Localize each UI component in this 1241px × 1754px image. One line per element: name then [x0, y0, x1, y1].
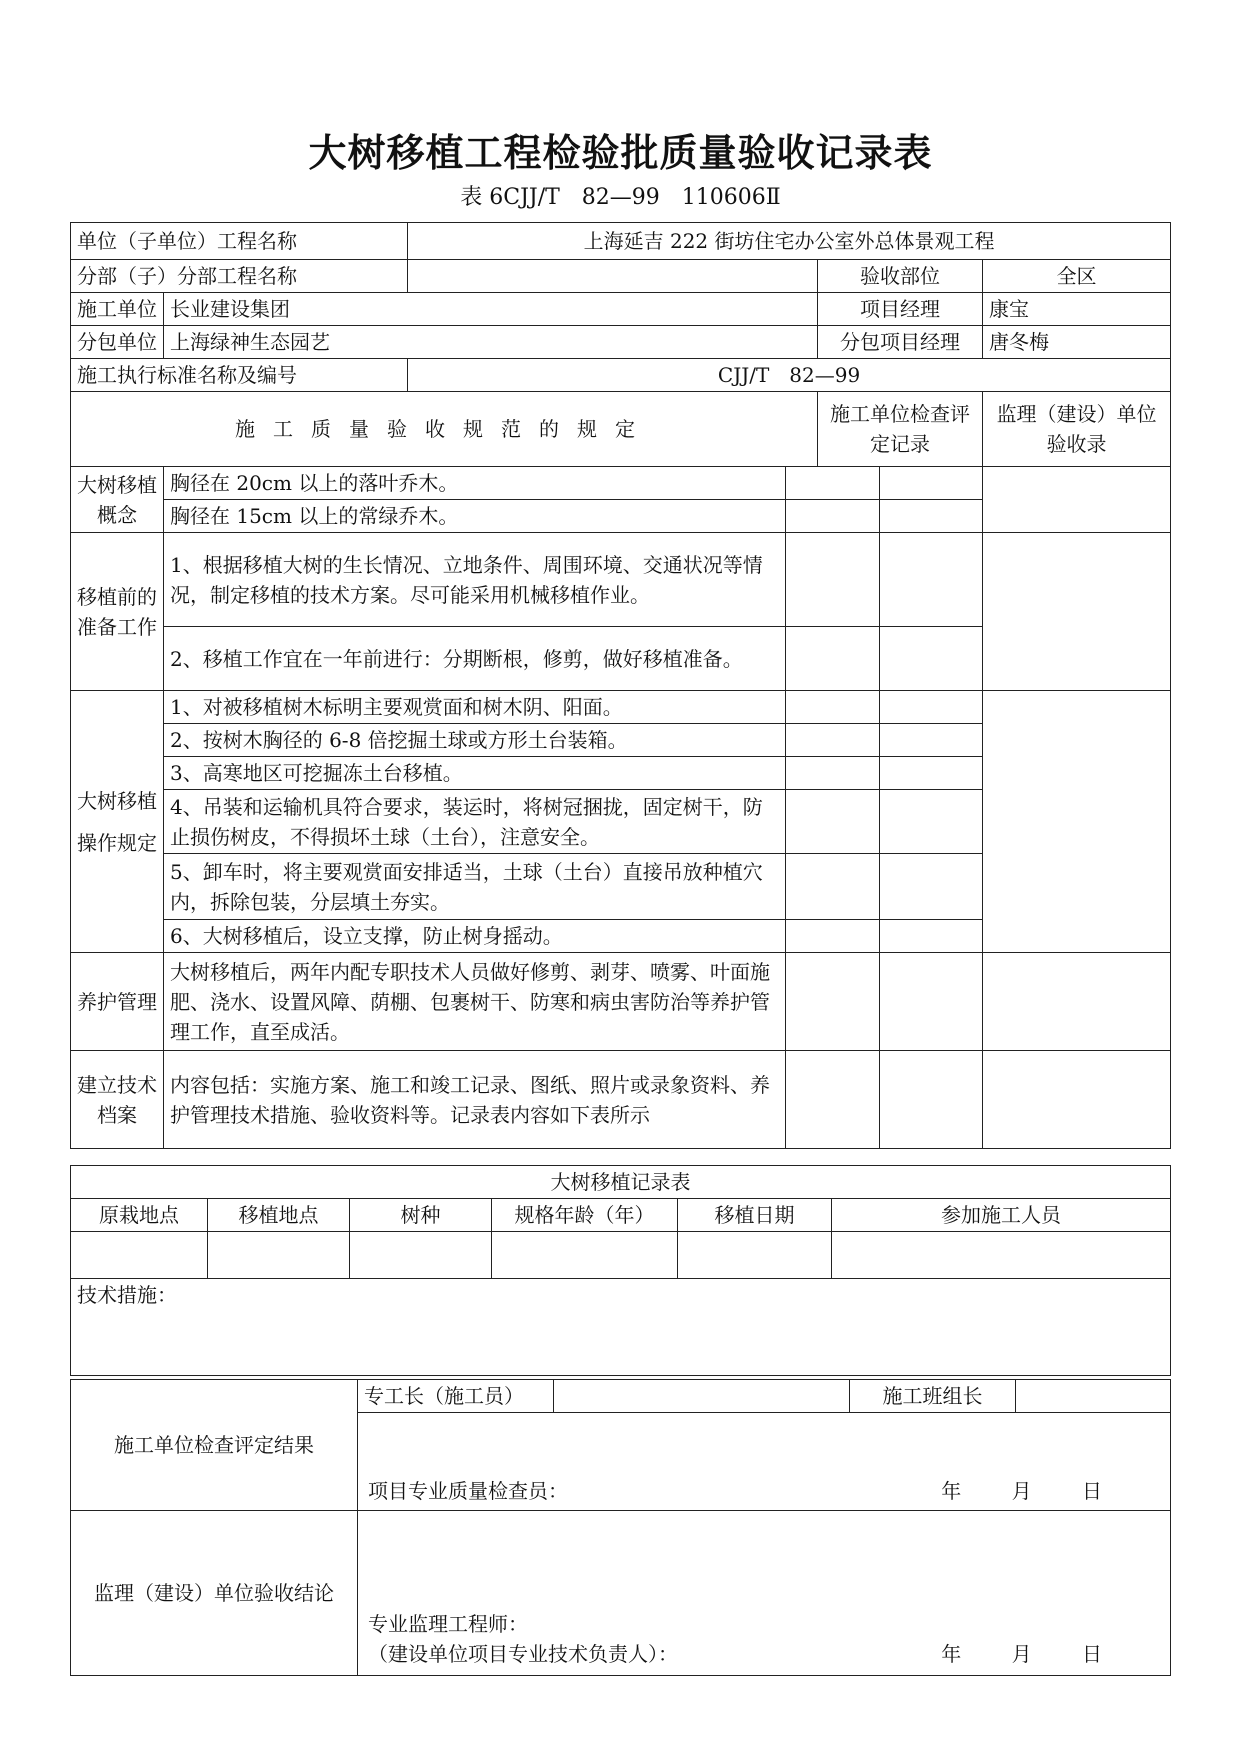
info-row-project: [71, 223, 1171, 260]
record-col-staff: 参加施工人员: [832, 1199, 1171, 1232]
division-name-value: [408, 260, 818, 293]
foreman-value: [554, 1380, 850, 1413]
standard-label: 施工执行标准名称及编号: [71, 359, 408, 392]
foreman-label: 专工长（施工员）: [358, 1380, 554, 1413]
operation-item-2: 2、按树木胸径的 6-8 倍挖掘土球或方形土台装箱。: [164, 724, 786, 757]
operation-item-5: 5、卸车时，将主要观赏面安排适当，土球（土台）直接吊放种植穴内，拆除包装，分层填土夯实。: [164, 854, 786, 920]
supervision-header: 监理（建设）单位验收录: [983, 392, 1171, 467]
subcontractor-value: 上海绿神生态园艺: [164, 326, 818, 359]
operation-item-3: 3、高寒地区可挖掘冻土台移植。: [164, 757, 786, 790]
info-row-subcontractor: [71, 326, 1171, 359]
concept-label: 大树移植概念: [71, 467, 164, 533]
team-leader-value: [1016, 1380, 1171, 1413]
maintenance-check: [786, 953, 880, 1051]
maintenance-record: [880, 953, 983, 1051]
supervisor-year: 年: [941, 1642, 962, 1666]
archive-check: [786, 1051, 880, 1149]
contractor-month: 月: [1011, 1479, 1032, 1503]
project-manager-label: 项目经理: [818, 293, 983, 326]
maintenance-supervision: [983, 953, 1171, 1051]
archive-record: [880, 1051, 983, 1149]
operation-check-4: [786, 790, 880, 854]
record-table: [70, 1165, 1171, 1376]
supervisor-result-body: [358, 1511, 1171, 1676]
operation-record-2: [880, 724, 983, 757]
operation-item-6: 6、大树移植后，设立支撑，防止树身摇动。: [164, 920, 786, 953]
supervision-engineer-label: 专业监理工程师：: [368, 1612, 528, 1636]
concept-item-2: 胸径在 15cm 以上的常绿乔木。: [164, 500, 786, 533]
contractor-value: 长业建设集团: [164, 293, 818, 326]
archive-row: [71, 1051, 1171, 1149]
supervisor-month: 月: [1011, 1642, 1032, 1666]
project-name-value: 上海延吉 222 街坊住宅办公室外总体景观工程: [408, 223, 1171, 260]
inspection-table: [70, 222, 1171, 1149]
sub-project-manager-label: 分包项目经理: [818, 326, 983, 359]
concept-item-1: 胸径在 20cm 以上的落叶乔木。: [164, 467, 786, 500]
record-col-origin: 原栽地点: [71, 1199, 208, 1232]
archive-label: 建立技术档案: [71, 1051, 164, 1149]
contractor-result-label: 施工单位检查评定结果: [71, 1380, 358, 1511]
operation-record-5: [880, 854, 983, 920]
operation-item-1: 1、对被移植树木标明主要观赏面和树木阴、阳面。: [164, 691, 786, 724]
column-header-row: [71, 392, 1171, 467]
tech-measures-row: [71, 1279, 1171, 1376]
record-col-date: 移植日期: [678, 1199, 832, 1232]
prep-item-2: 2、移植工作宜在一年前进行：分期断根，修剪，做好移植准备。: [164, 627, 786, 691]
record-cell: [208, 1232, 350, 1279]
operation-record-4: [880, 790, 983, 854]
concept-check-2: [786, 500, 880, 533]
tech-measures-label: 技术措施：: [71, 1279, 1171, 1376]
prep-row: [71, 533, 1171, 627]
record-col-destination: 移植地点: [208, 1199, 350, 1232]
concept-check-1: [786, 467, 880, 500]
prep-check-1: [786, 533, 880, 627]
operation-record-1: [880, 691, 983, 724]
operation-check-1: [786, 691, 880, 724]
maintenance-text: 大树移植后，两年内配专职技术人员做好修剪、剥芽、喷雾、叶面施肥、浇水、设置风障、荫棚、包裹树干、防寒和病虫害防治等养护管理工作，直至成活。: [164, 953, 786, 1051]
prep-supervision: [983, 533, 1171, 691]
sub-project-manager-value: 唐冬梅: [983, 326, 1171, 359]
form-number: 表 6CJJ/T 82—99 110606Ⅱ: [460, 185, 781, 210]
operation-check-2: [786, 724, 880, 757]
project-manager-value: 康宝: [983, 293, 1171, 326]
concept-supervision: [983, 467, 1171, 533]
spec-header: 施工质量验收规范的规定: [71, 392, 818, 467]
self-check-header: 施工单位检查评定记录: [818, 392, 983, 467]
concept-record-1: [880, 467, 983, 500]
operation-record-6: [880, 920, 983, 953]
archive-supervision: [983, 1051, 1171, 1149]
record-cell: [71, 1232, 208, 1279]
record-data-row: [71, 1232, 1171, 1279]
concept-record-2: [880, 500, 983, 533]
contractor-year: 年: [941, 1479, 962, 1503]
owner-tech-lead-label: （建设单位项目专业技术负责人）：: [368, 1642, 678, 1666]
division-name-label: 分部（子）分部工程名称: [71, 260, 408, 293]
record-header-row: [71, 1199, 1171, 1232]
document-title: 大树移植工程检验批质量验收记录表: [308, 130, 933, 175]
operation-row: [71, 691, 1171, 724]
contractor-result-body: [358, 1413, 1171, 1511]
concept-row: [71, 467, 1171, 500]
operation-item-4: 4、吊装和运输机具符合要求，装运时，将树冠捆拢，固定树干，防止损伤树皮，不得损坏土球（土台），注意安全。: [164, 790, 786, 854]
prep-check-2: [786, 627, 880, 691]
supervisor-result-row: [71, 1511, 1171, 1676]
prep-label: 移植前的准备工作: [71, 533, 164, 691]
prep-item-1: 1、根据移植大树的生长情况、立地条件、周围环境、交通状况等情况，制定移植的技术方案。尽可能采用机械移植作业。: [164, 533, 786, 627]
standard-value: CJJ/T 82—99: [408, 359, 1171, 392]
record-cell: [492, 1232, 678, 1279]
operation-label: 大树移植操作规定: [71, 691, 164, 953]
accept-part-label: 验收部位: [818, 260, 983, 293]
record-col-species: 树种: [350, 1199, 492, 1232]
supervisor-day: 日: [1082, 1642, 1102, 1666]
record-cell: [350, 1232, 492, 1279]
project-name-label: 单位（子单位）工程名称: [71, 223, 408, 260]
supervisor-result-label: 监理（建设）单位验收结论: [71, 1511, 358, 1676]
operation-check-3: [786, 757, 880, 790]
record-title: 大树移植记录表: [71, 1166, 1171, 1199]
prep-record-1: [880, 533, 983, 627]
contractor-sign-row: [71, 1380, 1171, 1413]
inspector-label: 项目专业质量检查员：: [368, 1479, 568, 1503]
contractor-label: 施工单位: [71, 293, 164, 326]
operation-check-6: [786, 920, 880, 953]
signature-table: [70, 1379, 1171, 1676]
prep-record-2: [880, 627, 983, 691]
record-col-spec-age: 规格年龄（年）: [492, 1199, 678, 1232]
team-leader-label: 施工班组长: [850, 1380, 1016, 1413]
maintenance-label: 养护管理: [71, 953, 164, 1051]
info-row-division: [71, 260, 1171, 293]
info-row-contractor: [71, 293, 1171, 326]
operation-supervision: [983, 691, 1171, 953]
record-title-row: [71, 1166, 1171, 1199]
archive-text: 内容包括：实施方案、施工和竣工记录、图纸、照片或录象资料、养护管理技术措施、验收资料等。记录表内容如下表所示: [164, 1051, 786, 1149]
info-row-standard: [71, 359, 1171, 392]
maintenance-row: [71, 953, 1171, 1051]
record-cell: [832, 1232, 1171, 1279]
operation-record-3: [880, 757, 983, 790]
subcontractor-label: 分包单位: [71, 326, 164, 359]
operation-check-5: [786, 854, 880, 920]
accept-part-value: 全区: [983, 260, 1171, 293]
contractor-day: 日: [1082, 1479, 1102, 1503]
record-cell: [678, 1232, 832, 1279]
